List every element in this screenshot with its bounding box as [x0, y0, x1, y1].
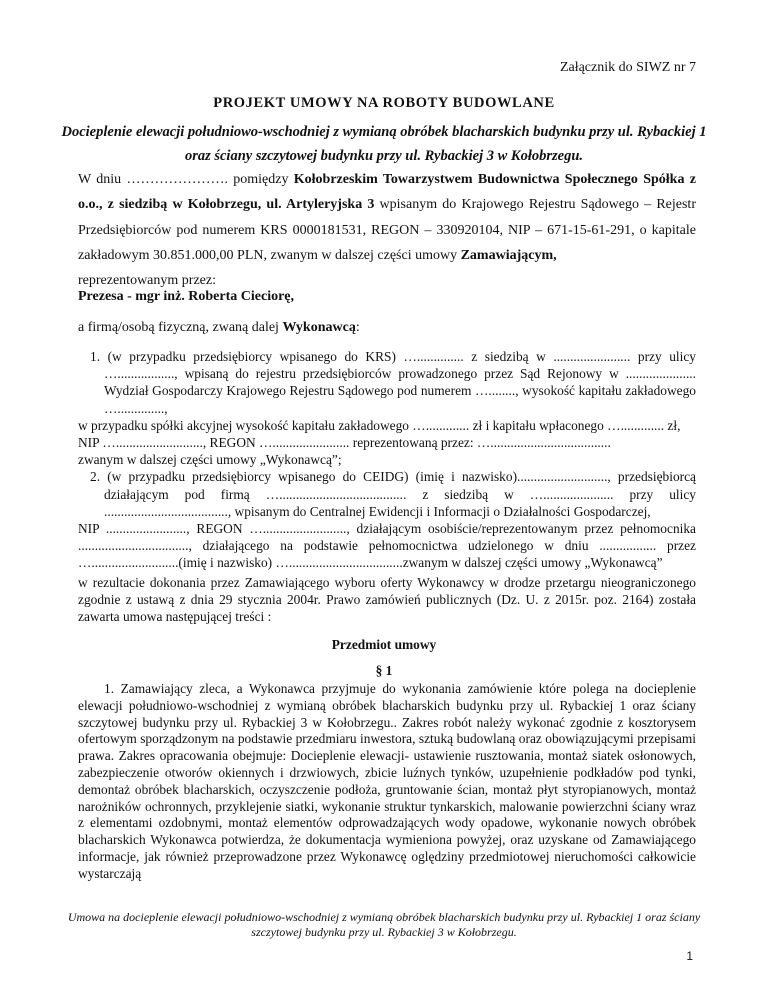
document-title: PROJEKT UMOWY NA ROBOTY BUDOWLANE	[213, 95, 555, 111]
document-subtitle: Docieplenie elewacji południowo-wschodniej z wymianą obróbek blacharskich budynku przy ul. Rybackiej 1 oraz ściany szczytowej budynku przy ul. Rybackiej 3 w Kołobrzegu.	[61, 124, 707, 164]
list-item-krs-named: zwanym w dalszej części umowy „Wykonawcą”;	[78, 452, 342, 468]
annex-label: Załącznik do SIWZ nr 7	[559, 60, 696, 75]
list-item-krs: 1. (w przypadku przedsiębiorcy wpisanego do KRS) ….............. z siedzibą w ....................... przy ulicy …................., wpisaną do rejestru przedsiębiorców prowadzonego przez Sąd Rejonowy w ..................... Wydział Gospodarczy Krajowego Rejestru Sądowego pod numerem …........, wysokość kapitału zakładowego …..............,	[90, 349, 696, 416]
representative-name: Prezesa - mgr inż. Roberta Cieciorę,	[78, 289, 295, 304]
page-number: 1	[686, 949, 693, 963]
intro-date-text: W dniu …………………. pomiędzy	[78, 172, 294, 187]
paragraph-number: § 1	[375, 663, 393, 678]
contractor-role: Wykonawcą	[282, 320, 356, 335]
contractor-options-list	[78, 348, 696, 572]
agreement-preamble: w rezultacie dokonania przez Zamawiającego wyboru oferty Wykonawcy w drodze przetargu nieograniczonego zgodnie z ustawą z dnia 29 stycznia 2004r. Prawo zamówień publicznych (Dz. U. z 2015r. poz. 2164) została zawarta umowa następującej treści :	[78, 575, 696, 625]
page-footer: Umowa na docieplenie elewacji południowo-wschodniej z wymianą obróbek blacharskich budynku przy ul. Rybackiej 1 oraz ściany szczytowej budynku przy ul. Rybackiej 3 w Kołobrzegu.	[67, 910, 701, 939]
represented-by-text: reprezentowanym przez:	[78, 273, 216, 289]
intro-paragraph	[78, 167, 696, 293]
contractor-intro-text: a firmą/osobą fizyczną, zwaną dalej	[78, 320, 283, 335]
employer-company-name: Kołobrzeskim Towarzystwem Budownictwa Społecznego Spółka z o.o., z siedzibą w Kołobrzegu, ul. Artyleryjska 3	[78, 172, 696, 213]
paragraph-body: 1. Zamawiający zleca, a Wykonawca przyjmuje do wykonania zamówienie które polega na docieplenie elewacji południowo-wschodniej z wymianą obróbek blacharskich budynku przy ul. Rybackiej 1 oraz ściany szczytowej budynku przy ul. Rybackiej 3 w Kołobrzegu.. Zakres robót należy wykonać zgodnie z kosztorysem ofertowym sporządzonym na podstawie przedmiaru inwestora, sztuką budowlaną oraz obowiązującymi przepisami prawa. Zakres opracowania obejmuje: Docieplenie elewacji- ustawienie rusztowania, montaż siatek osłonowych, zabezpieczenie otworów okiennych i drzwiowych, zbicie luźnych tynków, uzupełnienie podkładów pod tynki, demontaż obróbek blacharskich, oczyszczenie podłoża, gruntowanie ścian, montaż płyt styropianowych, montaż narożników ochronnych, przyklejenie siatki, wykonanie struktur tynkarskich, malowanie powierzchni ściany wraz z elementami ozdobnymi, montaż elementów odprowadzających wody opadowe, wykonanie nowych obróbek blacharskich Wykonawca potwierdza, że dokumentacja wymieniona powyżej, oraz uzyskane od Zamawiającego informacje, jak również przeprowadzone przez Wykonawcę oględziny przedmiotowej nieruchomości całkowicie wystarczają	[78, 681, 696, 881]
contractor-intro	[78, 320, 696, 336]
list-item-krs-nip: NIP ….........................., REGON …....................... reprezentowaną przez: …....................................	[78, 435, 611, 451]
list-item-krs-capital: w przypadku spółki akcyjnej wysokość kapitału zakładowego …............. zł i kapitału wpłaconego …............. zł,	[78, 417, 681, 433]
intro-registry-text: wpisanym do Krajowego Rejestru Sądowego – Rejestr Przedsiębiorców pod numerem KRS 0000181531, REGON – 330920104, NIP – 671-15-61-291, o kapitale zakładowym 30.851.000,00 PLN, zwanym w dalszej części umowy	[78, 197, 696, 263]
employer-role: Zamawiającym,	[460, 247, 557, 263]
list-item-ceidg: 2. (w przypadku przedsiębiorcy wpisanego do CEIDG) (imię i nazwisko)..........................., przedsiębiorcą działającym pod firmą …...................................... z siedzibą w …..................... przy ulicy ....................................., wpisanym do Centralnej Ewidencji i Informacji o Działalności Gospodarczej,	[90, 469, 696, 519]
list-item-ceidg-nip: NIP ........................, REGON …........................., działającym osobiście/reprezentowanym przez pełnomocnika ................................., działającego na podstawie pełnomocnictwa udzielonego w dniu ................. przez …..........................(imię i nazwisko) …..................................zwanym w dalszej części umowy „Wykonawcą”	[78, 521, 696, 571]
contractor-intro-colon: :	[355, 320, 360, 335]
section-heading: Przedmiot umowy	[331, 637, 437, 652]
